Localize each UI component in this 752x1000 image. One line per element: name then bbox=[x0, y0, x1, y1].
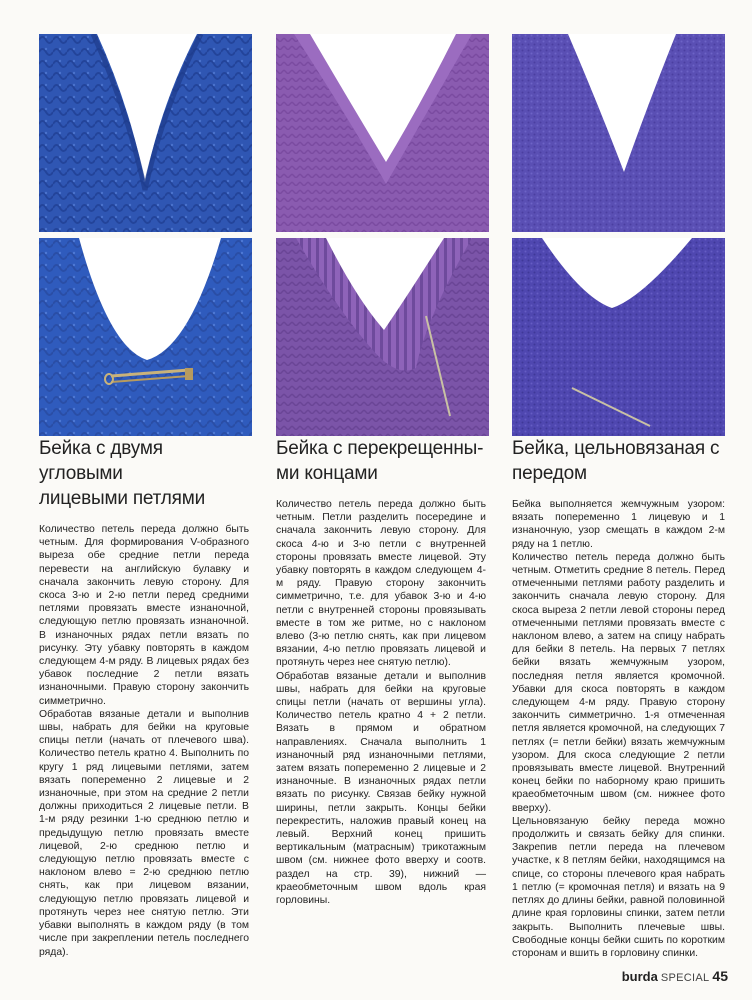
section-text: Количество петель переда должно быть четным. Петли разделить посередине и сначала закончить левую сторону. Для скоса 4-ю и 3-ю петли с внутренней стороны провязать вместе лицевой. Эту убавку повторять в каждом следующем 4-м ряду. Правую сторону закончить симметрично, т.е. для убавок 3-ю и 4-ю петли с внутренней стороны провязывать вместе в том же ритме, но с наклоном влево (3-ю петлю снять, как при лицевом вязании, 4-ю петлю провязать лицевой и протянуть через нее снятую петлю). Обработав вязаные детали и выполнив швы, набрать для бейки на круговые спицы петли (начать от вершины угла). Количество петель кратно 4 + 2 петли. Вязать в прямом и обратном направлениях. Сначала выполнить 1 изнаночный ряд изнаночными петлями, затем вязать попеременно 2 лицевые и 2 изнаночные. В изнаночных рядах петли вязать по рисунку. Связав бейку нужной ширины, петли закрыть. Концы бейки перекрестить, наложив правый конец на левый. Верхний конец пришить вертикальным (матрасным) трикотажным швом (см. нижнее фото вверху и соотв. раздел на стр. 39), нижний — краеобметочным швом вдоль края горловины. bbox=[276, 499, 486, 907]
section-title: Бейка с перекрещенны- ми концами bbox=[276, 438, 484, 484]
section-text: Количество петель переда должно быть четным. Для формирования V-образного выреза обе средние петли переда перевести на английскую булавку и сначала закончить левую сторону. Для скоса 3-ю и 2-ю петли перед средними петлями провязать вместе изнаночной, следующую петлю провязать изнаночной. В изнаночных рядах петли вязать по рисунку. Эту убавку повторять в каждом следующем 4-м ряду. В лицевых рядах без убавок последние 2 петли вязать изнаночными. Правую сторону закончить симметрично. Обработав вязаные детали и выполнив швы, набрать для бейки на круговые спицы петли (начать от плечевого шва). Количество петель кратно 4. Выполнить по кругу 1 ряд лицевыми петлями, затем вязать попеременно 2 лицевые и 2 изнаночные, при этом на средние 2 петли должны приходиться 2 лицевые петли. В 1-м ряду резинки 1-ю среднюю петлю и предыдущую петлю провязать вместе лицевой, 2-ю среднюю петлю и следующую петлю провязать вместе с наклоном влево = 2-ю среднюю петлю снять, как при лицевом вязании, следующую петлю провязать лицевой и протянуть через нее снятую петлю. Эти убавки выполнять в каждом ряду (в том числе при закреплении петель последнего ряда). bbox=[39, 524, 249, 958]
page-number: 45 bbox=[712, 968, 728, 984]
column-two-corner-knit-stitches bbox=[39, 436, 249, 959]
section-text: Бейка выполняется жемчужным узором: вязать попеременно 1 лицевую и 1 изнаночную, узор смещать в каждом 2-м ряду на 1 петлю. Количество петель переда должно быть четным. Отметить средние 8 петель. Перед отмеченными петлями работу разделить и закончить сначала левую сторону. Для скоса выреза 2 петли левой стороны перед отмеченными петлями провязать вместе с наклоном влево, а затем на спицу набрать для бейки 8 петель. На первых 7 петлях бейки вязать жемчужным узором, последняя петля является кромочной. Убавки для скоса повторять в каждом следующем 4-м ряду. Правую сторону закончить симметрично. 1-я отмеченная петля является кромочной, на следующих 7 петлях (= петли бейки) вязать жемчужным узором. Для скоса следующие 2 петли провязывать вместе лицевой. Внутренний конец бейки по наборному краю пришить краеобметочным швом (см. нижнее фото вверху). Цельновязаную бейку переда можно продолжить и связать бейку для спинки. Закрепив петли переда на плечевом участке, к 8 петлям бейки, находящимся на спице, со стороны плечевого края набрать 1 петлю (= кромочная петля) и вязать на 9 петлях до длины бейки, равной половинной длине края горловины спинки, затем петли закрыть. Выполнить плечевые швы. Свободные концы бейки сшить по коротким сторонам и вшить в горловину спинки. bbox=[512, 499, 725, 959]
photo-purple-bottom bbox=[276, 238, 489, 436]
section-title: Бейка, цельновязаная с передом bbox=[512, 438, 720, 484]
knitted-integrated-neckband-with-needle-photo bbox=[512, 238, 725, 436]
photo-violet-top bbox=[512, 34, 725, 232]
brand-edition: SPECIAL bbox=[660, 972, 710, 984]
knitted-v-neck-photo bbox=[39, 34, 252, 232]
photo-blue-top bbox=[39, 34, 252, 232]
page-footer bbox=[622, 968, 728, 984]
brand-logo: burda bbox=[621, 969, 658, 984]
knitted-crossed-neckband-with-needle-photo bbox=[276, 238, 489, 436]
photo-purple-top bbox=[276, 34, 489, 232]
knitted-v-neck-photo bbox=[276, 34, 489, 232]
column-integrated-with-front bbox=[512, 436, 725, 960]
section-title: Бейка с двумя угловыми лицевыми петлями bbox=[39, 438, 206, 509]
photo-violet-bottom bbox=[512, 238, 725, 436]
knitted-v-neck-photo bbox=[512, 34, 725, 232]
knitted-v-neck-with-safety-pin-photo bbox=[39, 238, 252, 436]
column-crossed-ends bbox=[276, 436, 486, 907]
photo-blue-bottom bbox=[39, 238, 252, 436]
